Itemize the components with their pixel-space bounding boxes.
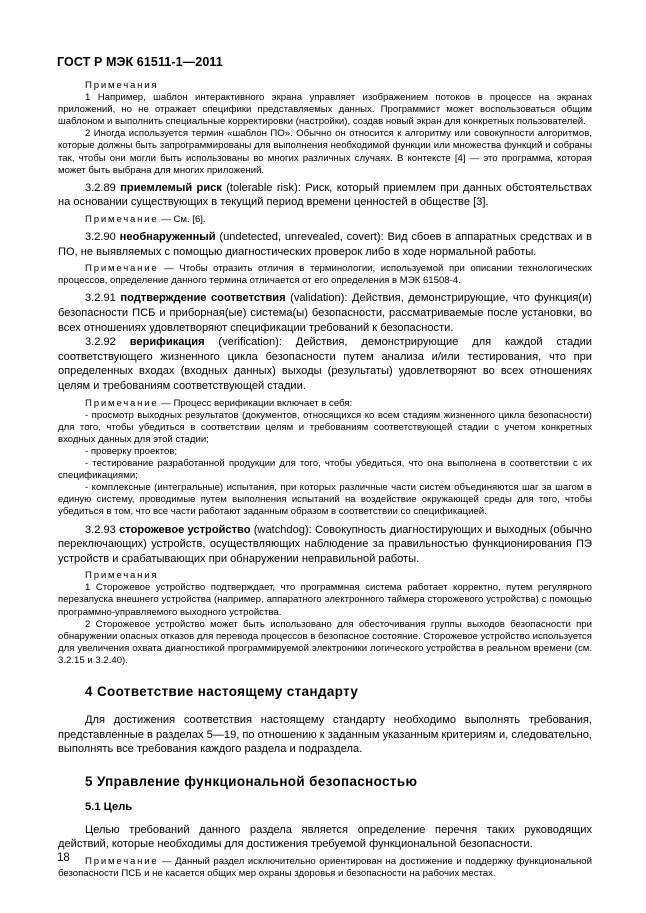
standard-header: ГОСТ Р МЭК 61511-1—2011: [57, 55, 223, 69]
definition-3-2-91: 3.2.91 подтверждение соответствия (validation): Действия, демонстрирующие, что функция(и) безопасности ПСБ и приборная(ые) система(ы) безопасности, рассматриваемые после установки, во всех отношениях удовлетворяют спецификации требований к безопасности.: [58, 292, 592, 334]
note-paragraph: Примечание — См. [6].: [85, 213, 206, 225]
term: приемлемый риск: [120, 181, 222, 194]
definition-3-2-90: 3.2.90 необнаруженный (undetected, unrevealed, covert): Вид сбоев в аппаратных средствах и в ПО, не выявляемых с помощью диагностических проверок либо в ходе нормальной работы.: [58, 231, 592, 258]
definition-3-2-92: 3.2.92 верификация (verification): Действия, демонстрирующие для каждой стадии соответствующего жизненного цикла безопасности путем анализа и/или тестирования, что при определенных входах (входных данных) выходы (результаты) удовлетворяют во всех отношениях целям и требованиям соответствующей стадии.: [58, 336, 592, 392]
term: сторожевое устройство: [119, 523, 251, 536]
list-item: - тестирование разработанной продукции для того, чтобы убедиться, что она выполнена в соответствии с их спецификациями;: [58, 458, 592, 482]
notes-label: Примечания: [85, 570, 159, 582]
subsection-heading-5-1: 5.1 Цель: [85, 800, 133, 813]
note-paragraph: Примечание — Процесс верификации включает в себя:: [85, 397, 353, 409]
term: необнаруженный: [119, 231, 216, 244]
list-item: - комплексные (интегральные) испытания, при которых различные части систем объединяются шаг за шагом в единую систему, проводимые путем выполнения испытаний на воздействие окружающей среды для того, чтобы убедиться в том, что все части работают заданным образом в соответствии со спецификацией.: [58, 482, 592, 518]
note-paragraph: Примечание — Данный раздел исключительно ориентирован на достижение и поддержку функциональной безопасности ПСБ и не касается общих мер охраны здоровья и безопасности на рабочих местах.: [58, 856, 592, 880]
list-item: - проверку проектов;: [85, 445, 178, 457]
section-heading-5: 5 Управление функциональной безопасностью: [85, 773, 418, 789]
list-item: - просмотр выходных результатов (документов, относящихся ко всем стадиям жизненного цикла безопасности) для того, чтобы убедиться в соответствии целям и требованиям соответствующей стадии с учетом конкретных входных данных для этой стадии;: [58, 409, 592, 445]
note-paragraph: 1 Например, шаблон интерактивного экрана управляет изображением потоков в процессе на экранах приложений, но не отражает специфики представляемых данных. Программист может воспользоваться общим шаблоном и выполнить специальные корректировки (настройки), создав новый экран для конкретных пользователей.: [58, 92, 592, 128]
page-content: [58, 80, 592, 880]
section-heading-4: 4 Соответствие настоящему стандарту: [85, 684, 359, 700]
term: верификация: [129, 336, 205, 349]
notes-label: Примечания: [85, 80, 159, 91]
definition-3-2-93: 3.2.93 сторожевое устройство (watchdog): Совокупность диагностирующих и выходных (обычно переключающих) устройств, осуществляющих наблюдение за правильностью функционирования ПЭ устройств и срабатывающих при обнаружении неправильной работы.: [58, 523, 592, 565]
note-paragraph: 2 Иногда используется термин «шаблон ПО». Обычно он относится к алгоритму или совокупности алгоритмов, которые должны быть запрограммированы для выполнения необходимой функции или множества функций и собраны так, чтобы они могли быть использованы во многих различных случаях. В контексте [4] — это программа, которая может быть выбрана для многих приложений.: [58, 128, 592, 176]
section-5-1-text: Целью требований данного раздела является определение перечня таких руководящих действий, которые необходимы для достижения требуемой функциональной безопасности.: [58, 823, 592, 851]
definition-3-2-89: 3.2.89 приемлемый риск (tolerable risk): Риск, который приемлем при данных обстоятельствах на основании существующих в текущий период времени ценностей в обществе [3].: [58, 181, 592, 209]
note-paragraph: 1 Сторожевое устройство подтверждает, что программная система работает корректно, путем регулярного перезапуска внешнего устройства (например, аппаратного электронного таймера сторожевого устройства) с помощью программно-управляемого выходного устройства.: [58, 582, 592, 618]
note-paragraph: 2 Сторожевое устройство может быть использовано для обесточивания группы выходов безопасности при обнаружении опасных отказов для перевода процессов в безопасное состояние. Сторожевое устройство используется для увеличения охвата диагностикой программируемой электроники логического устройства в реальном времени (см. 3.2.15 и 3.2.40).: [58, 618, 592, 666]
term: подтверждение соответствия: [120, 292, 286, 305]
note-paragraph: Примечание — Чтобы отразить отличия в терминологии, используемой при описании технологических процессов, определение данного термина отличается от его определения в МЭК 61508-4.: [58, 263, 592, 287]
section-4-text: Для достижения соответствия настоящему стандарту необходимо выполнять требования, представленные в разделах 5—19, по отношению к заданным указанным критериям и, следовательно, выполнять все требования каждого раздела и подраздела.: [58, 714, 592, 756]
page-number: 18: [57, 852, 70, 864]
